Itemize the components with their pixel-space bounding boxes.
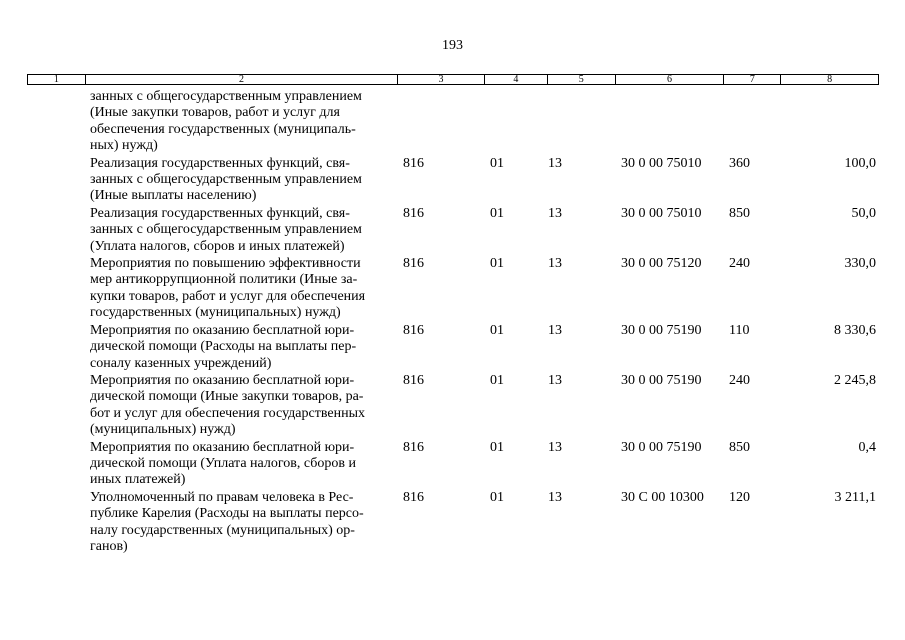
row-amount: 330,0 [844,256,876,272]
table-row [0,440,905,489]
row-description: Мероприятия по повышению эффективности мер антикоррупционной политики (Иные за- купки товаров, работ и услуг для обеспечения государственных (муниципальных) нужд) [90,256,366,321]
row-amount: 100,0 [844,155,876,171]
row-subsection-code: 13 [548,155,562,171]
row-description: Реализация государственных функций, свя- занных с общегосударственным управлением (Уплата налогов, сборов и иных платежей) [90,205,362,254]
row-ministry-code: 816 [403,489,424,505]
row-subsection-code: 13 [548,489,562,505]
row-amount: 0,4 [858,439,876,455]
table-row [0,373,905,439]
row-section-code: 01 [490,256,504,272]
column-number-3: 3 [398,75,485,84]
row-subsection-code: 13 [548,322,562,338]
row-ministry-code: 816 [403,439,424,455]
column-number-2: 2 [86,75,398,84]
row-target-code: 30 0 00 75010 [621,155,702,171]
row-ministry-code: 816 [403,322,424,338]
row-ministry-code: 816 [403,372,424,388]
row-expense-type: 850 [729,205,750,221]
row-expense-type: 120 [729,489,750,505]
row-description: Мероприятия по оказанию бесплатной юри- дической помощи (Расходы на выплаты пер- соналу казенных учреждений) [90,322,357,371]
table-row [0,89,905,155]
row-subsection-code: 13 [548,439,562,455]
row-subsection-code: 13 [548,372,562,388]
table-row [0,156,905,205]
table-row [0,323,905,372]
row-ministry-code: 816 [403,205,424,221]
column-number-4: 4 [485,75,548,84]
row-ministry-code: 816 [403,256,424,272]
row-section-code: 01 [490,205,504,221]
column-number-8: 8 [827,74,833,85]
row-target-code: 30 0 00 75190 [621,372,702,388]
row-section-code: 01 [490,489,504,505]
row-target-code: 30 0 00 75190 [621,439,702,455]
page-number: 193 [442,38,463,53]
row-target-code: 30 0 00 75010 [621,205,702,221]
row-target-code: 30 0 00 75120 [621,256,702,272]
row-expense-type: 850 [729,439,750,455]
row-amount: 8 330,6 [834,322,876,338]
column-number-6: 6 [616,75,725,84]
row-description: Мероприятия по оказанию бесплатной юри- дической помощи (Уплата налогов, сборов и иных платежей) [90,439,356,488]
column-number-1: 1 [28,75,86,84]
row-section-code: 01 [490,322,504,338]
row-expense-type: 110 [729,322,750,338]
row-target-code: 30 С 00 10300 [621,489,704,505]
row-subsection-code: 13 [548,205,562,221]
row-amount: 2 245,8 [834,372,876,388]
row-ministry-code: 816 [403,155,424,171]
row-amount: 50,0 [851,205,876,221]
row-expense-type: 240 [729,256,750,272]
row-subsection-code: 13 [548,256,562,272]
row-section-code: 01 [490,439,504,455]
row-expense-type: 360 [729,155,750,171]
row-description: Мероприятия по оказанию бесплатной юри- дической помощи (Иные закупки товаров, ра- бот и услуг для обеспечения государственных (муниципальных) нужд) [90,372,365,438]
row-expense-type: 240 [729,372,750,388]
row-amount: 3 211,1 [834,489,876,505]
column-number-header [27,74,879,85]
row-section-code: 01 [490,155,504,171]
row-description: занных с общегосударственным управлением (Иные закупки товаров, работ и услуг для обеспечения государственных (муниципаль- ных) нужд) [90,89,362,154]
budget-table-body [0,89,905,556]
row-description: Уполномоченный по правам человека в Рес- публике Карелия (Расходы на выплаты персо- налу государственных (муниципальных) ор- ганов) [90,489,364,554]
row-target-code: 30 0 00 75190 [621,322,702,338]
table-row [0,206,905,255]
table-row [0,490,905,556]
column-number-5: 5 [548,75,616,84]
row-section-code: 01 [490,372,504,388]
table-row [0,256,905,322]
column-number-7: 7 [724,75,781,84]
row-description: Реализация государственных функций, свя- занных с общегосударственным управлением (Иные выплаты населению) [90,155,362,204]
